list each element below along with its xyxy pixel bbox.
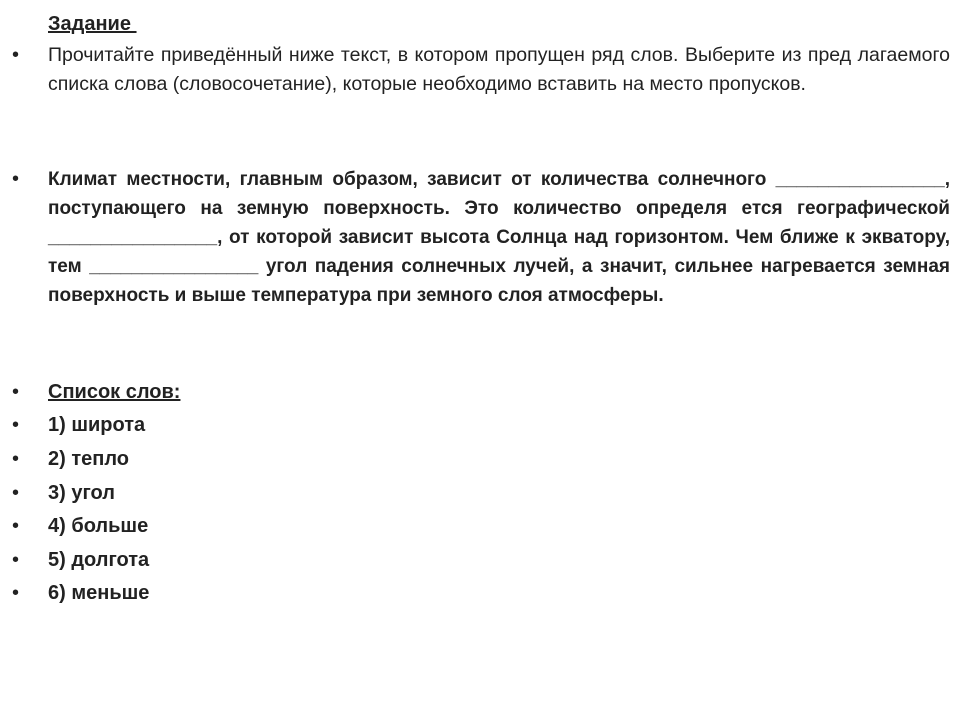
word-list-item: 6) меньше (48, 582, 150, 604)
bullet-marker: • (12, 515, 20, 537)
word-list-item: 5) долгота (48, 549, 150, 571)
bullet-marker: • (12, 549, 20, 571)
bullet-marker: • (12, 448, 20, 470)
bullet-marker: • (12, 414, 20, 436)
bullet-marker: • (12, 482, 20, 504)
word-list-item: 2) тепло (48, 448, 129, 470)
bullet-marker: • (12, 44, 20, 66)
word-list-item: 3) угол (48, 482, 115, 504)
word-list-item: 1) широта (48, 414, 146, 436)
bullet-marker: • (12, 168, 20, 190)
bullet-marker: • (12, 582, 20, 604)
word-list-item: 4) больше (48, 515, 149, 537)
slide-title: Задание (48, 13, 137, 35)
word-list-heading: Список слов: (48, 381, 181, 403)
instruction-text: Прочитайте приведённый ниже текст, в котором пропущен ряд слов. Выберите из пред лагаемого списка слова (словосочетание), которые необходимо вставить на место пропусков. (48, 44, 950, 95)
bullet-marker: • (12, 381, 20, 403)
passage-text: Климат местности, главным образом, зависит от количества солнечного ________________, поступающего на земную поверхность. Это количество определя ется географической ________________, от которой зависит высота Солнца над горизонтом. Чем ближе к экватору, тем ________________ угол падения солнечных лучей, а значит, сильнее нагревается земная поверхность и выше температура при земного слоя атмосферы. (48, 169, 950, 306)
